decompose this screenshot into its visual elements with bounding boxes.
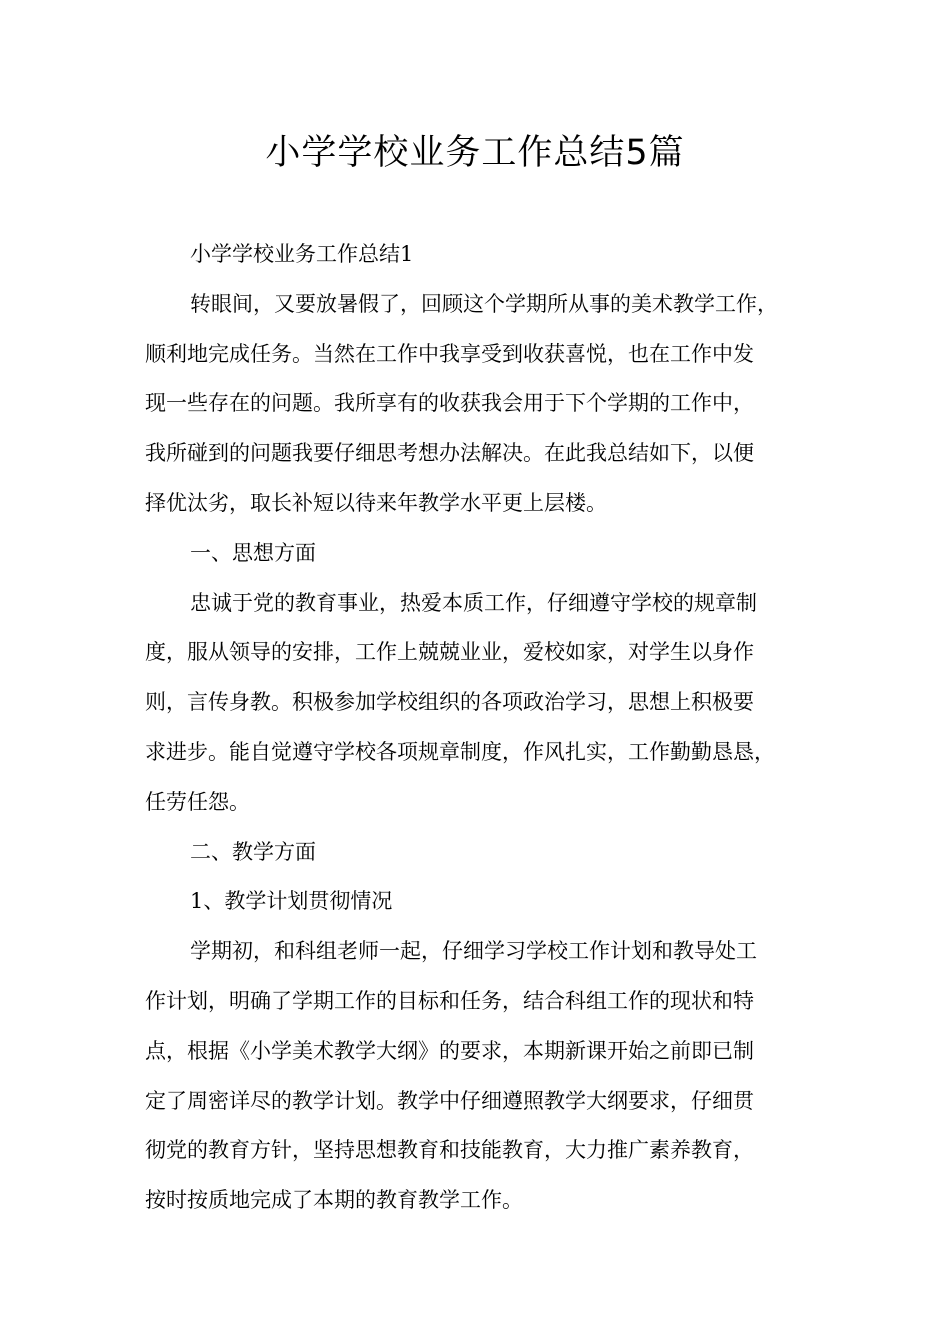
subsection-heading-teaching-plan: 1、教学计划贯彻情况 bbox=[190, 889, 393, 914]
ideology-paragraph: 忠诚于党的教育事业，热爱本质工作，仔细遵守学校的规章制 度，服从领导的安排，工作上兢兢业业，爱校如家，对学生以身作 则，言传身教。积极参加学校组织的各项政治学习，思想上积极要 求进步。能自觉遵守学校各项规章制度，作风扎实，工作勤勤恳恳， 任劳任怨。 bbox=[145, 590, 775, 814]
document-body bbox=[145, 230, 825, 1226]
section-heading-summary-1: 小学学校业务工作总结1 bbox=[190, 242, 414, 266]
section-heading-teaching: 二、教学方面 bbox=[190, 839, 316, 864]
teaching-plan-paragraph: 学期初，和科组老师一起，仔细学习学校工作计划和教导处工 作计划，明确了学期工作的目标和任务，结合科组工作的现状和特 点，根据《小学美术教学大纲》的要求，本期新课开始之前即已制 定了周密详尽的教学计划。教学中仔细遵照教学大纲要求，仔细贯 彻党的教育方针，坚持思想教育和技能教育，大力推广素养教育， 按时按质地完成了本期的教育教学工作。 bbox=[145, 939, 757, 1213]
section-heading-ideology: 一、思想方面 bbox=[190, 540, 316, 565]
document-title: 小学学校业务工作总结5篇 bbox=[265, 133, 685, 173]
intro-paragraph: 转眼间，又要放暑假了，回顾这个学期所从事的美术教学工作， 顺利地完成任务。当然在工作中我享受到收获喜悦，也在工作中发 现一些存在的问题。我所享有的收获我会用于下个学期的工作中， 我所碰到的问题我要仔细思考想办法解决。在此我总结如下，以便 择优汰劣，取长补短以待来年教学水平更上层楼。 bbox=[145, 291, 778, 515]
